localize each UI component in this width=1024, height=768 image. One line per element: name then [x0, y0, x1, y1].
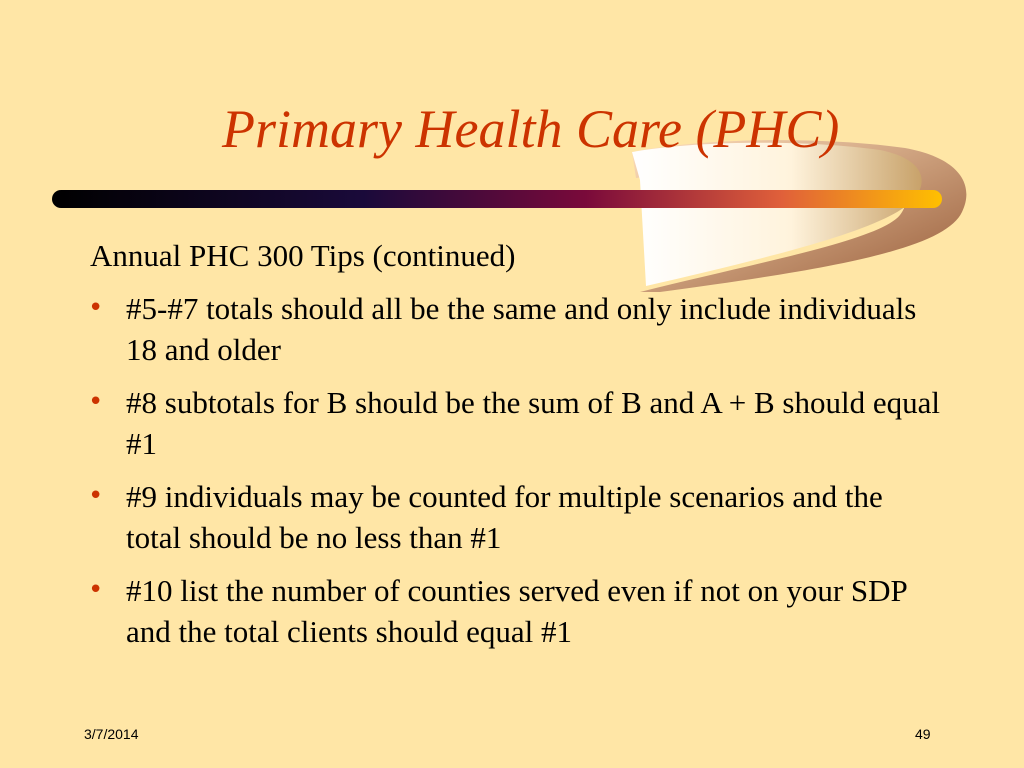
gradient-bar [52, 190, 942, 208]
footer-page-number: 49 [915, 726, 931, 742]
bullet-text: #8 subtotals for B should be the sum of B and A + B should equal #1 [126, 385, 940, 461]
bullet-item [84, 476, 944, 558]
footer-date: 3/7/2014 [84, 726, 139, 742]
bullet-icon: • [88, 481, 104, 511]
bullet-item [84, 570, 944, 652]
bullet-icon: • [88, 575, 104, 605]
bullet-text: #5-#7 totals should all be the same and only include individuals 18 and older [126, 291, 917, 367]
slide-title: Primary Health Care (PHC) [222, 99, 840, 159]
slide-subtitle: Annual PHC 300 Tips (continued) [90, 238, 516, 273]
bullet-item [84, 382, 944, 464]
bullet-text: #10 list the number of counties served even if not on your SDP and the total clients should equal #1 [126, 573, 907, 649]
bullet-icon: • [88, 293, 104, 323]
bullet-icon: • [88, 387, 104, 417]
bullet-list [84, 288, 944, 664]
bullet-item [84, 288, 944, 370]
bullet-text: #9 individuals may be counted for multiple scenarios and the total should be no less than #1 [126, 479, 883, 555]
